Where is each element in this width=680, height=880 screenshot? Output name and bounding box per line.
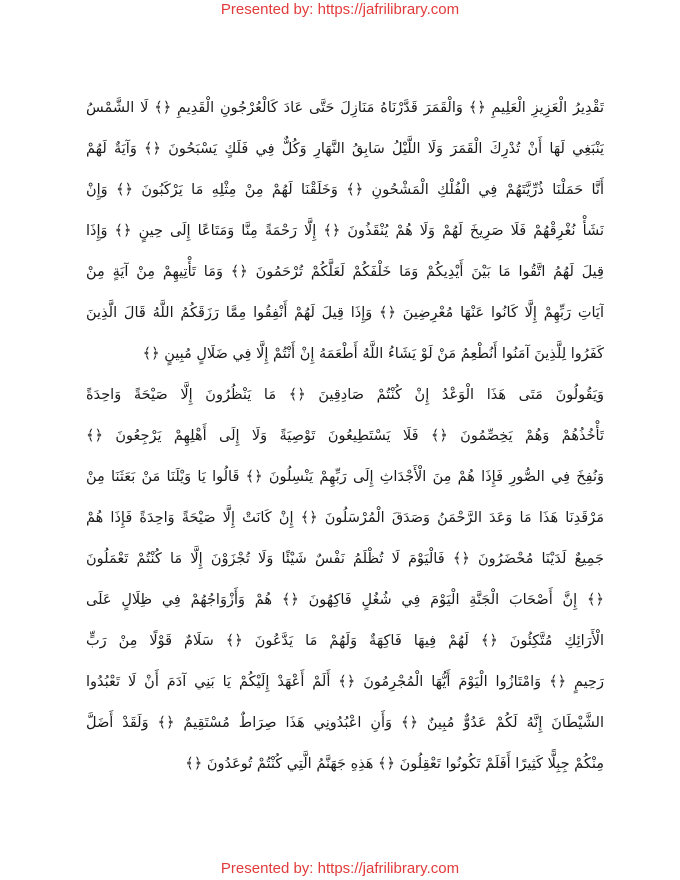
site-credit-footer[interactable]: Presented by: https://jafrilibrary.com <box>220 860 460 877</box>
site-credit-header[interactable]: Presented by: https://jafrilibrary.com <box>220 1 460 18</box>
text-line: جَمِيعٌ لَدَيْنَا مُحْضَرُونَ ﴿﴾ فَالْيَوْمَ لَا تُظْلَمُ نَفْسٌ شَيْئًا وَلَا تُجْزَوْنَ إِلَّا مَا كُنْتُمْ تَعْمَلُونَ <box>86 551 604 567</box>
text-line: كَفَرُوا لِلَّذِينَ آمَنُوا أَنُطْعِمُ مَنْ لَوْ يَشَاءُ اللَّهُ أَطْعَمَهُ إِنْ أَنْتُمْ إِلَّا فِي ضَلَالٍ مُبِينٍ ﴿﴾ <box>142 346 604 362</box>
arabic-text-body <box>86 88 604 785</box>
text-line: تَأْخُذُهُمْ وَهُمْ يَخِصِّمُونَ ﴿﴾ فَلَا يَسْتَطِيعُونَ تَوْصِيَةً وَلَا إِلَى أَهْلِهِمْ يَرْجِعُونَ ﴿﴾ <box>86 428 604 444</box>
text-line: أَنَّا حَمَلْنَا ذُرِّيَّتَهُمْ فِي الْفُلْكِ الْمَشْحُونِ ﴿﴾ وَخَلَقْنَا لَهُمْ مِنْ مِثْلِهِ مَا يَرْكَبُونَ ﴿﴾ وَإِنْ <box>86 182 604 198</box>
text-line: يَنْبَغِي لَهَا أَنْ تُدْرِكَ الْقَمَرَ وَلَا اللَّيْلُ سَابِقُ النَّهَارِ وَكُلٌّ فِي فَلَكٍ يَسْبَحُونَ ﴿﴾ وَآيَةٌ لَهُمْ <box>86 141 604 157</box>
text-line: تَقْدِيرُ الْعَزِيزِ الْعَلِيمِ ﴿﴾ وَالْقَمَرَ قَدَّرْنَاهُ مَنَازِلَ حَتَّى عَادَ كَالْعُرْجُونِ الْقَدِيمِ ﴿﴾ لَا الشَّمْسُ <box>86 100 604 116</box>
text-line: وَنُفِخَ فِي الصُّورِ فَإِذَا هُمْ مِنَ الْأَجْدَاثِ إِلَى رَبِّهِمْ يَنْسِلُونَ ﴿﴾ قَالُوا يَا وَيْلَنَا مَنْ بَعَثَنَا مِنْ <box>86 469 604 485</box>
text-line: وَيَقُولُونَ مَتَى هَذَا الْوَعْدُ إِنْ كُنْتُمْ صَادِقِينَ ﴿﴾ مَا يَنْظُرُونَ إِلَّا صَيْحَةً وَاحِدَةً <box>86 387 604 403</box>
text-line: ﴿﴾ إِنَّ أَصْحَابَ الْجَنَّةِ الْيَوْمَ فِي شُغُلٍ فَاكِهُونَ ﴿﴾ هُمْ وَأَزْوَاجُهُمْ فِي ظِلَالٍ عَلَى <box>86 592 604 608</box>
text-line: نَشَأْ نُغْرِقْهُمْ فَلَا صَرِيخَ لَهُمْ وَلَا هُمْ يُنْقَذُونَ ﴿﴾ إِلَّا رَحْمَةً مِنَّا وَمَتَاعًا إِلَى حِينٍ ﴿﴾ وَإِذَا <box>86 223 604 239</box>
text-line: آيَاتِ رَبِّهِمْ إِلَّا كَانُوا عَنْهَا مُعْرِضِينَ ﴿﴾ وَإِذَا قِيلَ لَهُمْ أَنْفِقُوا مِمَّا رَزَقَكُمُ اللَّهُ قَالَ الَّذِينَ <box>86 305 604 321</box>
text-line: قِيلَ لَهُمُ اتَّقُوا مَا بَيْنَ أَيْدِيكُمْ وَمَا خَلْفَكُمْ لَعَلَّكُمْ تُرْحَمُونَ ﴿﴾ وَمَا تَأْتِيهِمْ مِنْ آيَةٍ مِنْ <box>86 264 604 280</box>
text-line: رَحِيمٍ ﴿﴾ وَامْتَازُوا الْيَوْمَ أَيُّهَا الْمُجْرِمُونَ ﴿﴾ أَلَمْ أَعْهَدْ إِلَيْكُمْ يَا بَنِي آدَمَ أَنْ لَا تَعْبُدُوا <box>86 674 604 690</box>
text-line: مِنْكُمْ جِبِلًّا كَثِيرًا أَفَلَمْ تَكُونُوا تَعْقِلُونَ ﴿﴾ هَذِهِ جَهَنَّمُ الَّتِي كُنْتُمْ تُوعَدُونَ ﴿﴾ <box>185 756 604 772</box>
text-line: الْأَرَائِكِ مُتَّكِئُونَ ﴿﴾ لَهُمْ فِيهَا فَاكِهَةٌ وَلَهُمْ مَا يَدَّعُونَ ﴿﴾ سَلَامٌ قَوْلًا مِنْ رَبٍّ <box>86 633 604 649</box>
text-line: الشَّيْطَانَ إِنَّهُ لَكُمْ عَدُوٌّ مُبِينٌ ﴿﴾ وَأَنِ اعْبُدُونِي هَذَا صِرَاطٌ مُسْتَقِيمٌ ﴿﴾ وَلَقَدْ أَضَلَّ <box>86 715 604 731</box>
text-line: مَرْقَدِنَا هَذَا مَا وَعَدَ الرَّحْمَنُ وَصَدَقَ الْمُرْسَلُونَ ﴿﴾ إِنْ كَانَتْ إِلَّا صَيْحَةً وَاحِدَةً فَإِذَا هُمْ <box>86 510 604 526</box>
